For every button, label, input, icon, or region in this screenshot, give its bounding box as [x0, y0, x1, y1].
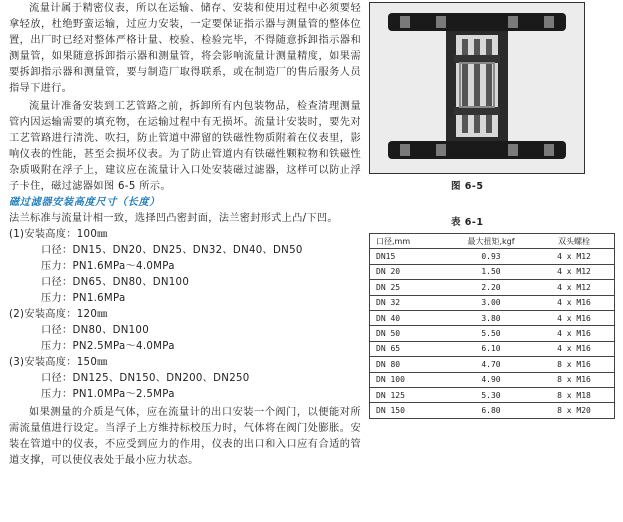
section-title: 磁过滤器安装高度尺寸（长度） — [9, 196, 161, 208]
table-row — [370, 249, 615, 264]
cell-diameter: DN 100 — [370, 372, 449, 387]
cell-torque: 6.10 — [448, 341, 534, 356]
install-height-heading: (1)安装高度：100㎜ — [9, 228, 108, 240]
cell-torque: 2.20 — [448, 280, 534, 295]
paragraph-gas-valve: 如果测量的介质是气体，应在流量计的出口安装一个阀门，以便能对所需流量值进行设定。当浮子上方维持标校压力时，气体将在阀门处膨胀。安装在管道中的仪表，不应受到应力的作用，仪表的出口和入口应有合适的管道支撑，可以使仪表处于最小应力状态。 — [9, 406, 361, 466]
magnetic-filter-illustration — [370, 3, 584, 173]
cell-diameter: DN 125 — [370, 387, 449, 402]
figure-caption: 图 6-5 — [451, 181, 484, 192]
header-stud-bolt: 双头螺栓 — [534, 234, 615, 249]
spec-line: 口径：DN125、DN150、DN200、DN250 — [41, 372, 250, 384]
cell-diameter: DN 25 — [370, 280, 449, 295]
cell-bolt: 4 x M12 — [534, 249, 615, 264]
install-height-group-1 — [9, 227, 361, 307]
paragraph-handling: 流量计属于精密仪表，所以在运输、储存、安装和使用过程中必须要轻拿轻放，杜绝野蛮运输，过应力安装，一定要保证指示器与测量管的整体位置，出厂时已经对整体严格计量、校验、检验完毕，不得随意拆卸指示器和测量管，如果随意拆卸指示器和测量管，将会影响流量计测量精度，如果需要拆卸指示器和测量管，要与制造厂取得联系，或在制造厂的售后服务人员指导下进行。 — [9, 3, 361, 94]
flange-standard-line: 法兰标准与流量计相一致，选择凹凸密封面，法兰密封形式上凸/下凹。 — [9, 212, 338, 224]
cell-torque: 0.93 — [448, 249, 534, 264]
spec-line: 压力：PN1.6MPa～4.0MPa — [41, 260, 175, 272]
cell-bolt: 8 x M18 — [534, 387, 615, 402]
install-height-group-3 — [9, 355, 361, 403]
table-row — [370, 372, 615, 387]
table-row — [370, 326, 615, 341]
cell-diameter: DN 80 — [370, 357, 449, 372]
cell-bolt: 4 x M12 — [534, 264, 615, 279]
install-height-heading: (2)安装高度：120㎜ — [9, 308, 108, 320]
cell-diameter: DN 20 — [370, 264, 449, 279]
spec-line: 口径：DN15、DN20、DN25、DN32、DN40、DN50 — [41, 244, 303, 256]
install-height-heading: (3)安装高度：150㎜ — [9, 356, 108, 368]
cell-torque: 3.00 — [448, 295, 534, 310]
cell-torque: 5.50 — [448, 326, 534, 341]
bolt-torque-table — [369, 233, 615, 419]
cell-diameter: DN 65 — [370, 341, 449, 356]
cell-bolt: 4 x M12 — [534, 280, 615, 295]
install-height-group-2 — [9, 307, 361, 355]
table-header-row — [370, 234, 615, 249]
spec-line: 压力：PN2.5MPa～4.0MPa — [41, 340, 175, 352]
table-row — [370, 295, 615, 310]
cell-diameter: DN 40 — [370, 310, 449, 325]
table-row — [370, 387, 615, 402]
cell-torque: 6.80 — [448, 403, 534, 418]
cell-bolt: 8 x M16 — [534, 372, 615, 387]
spec-line: 压力：PN1.6MPa — [41, 292, 126, 304]
paragraph-preinstall: 流量计准备安装到工艺管路之前，拆卸所有内包装物品，检查清理测量管内因运输需要的填充物，在运输过程中有无损坏。流量计安装时，要先对工艺管路进行清洗、吹扫，防止管道中滞留的铁磁性物质附着在仪表里，影响仪表的性能，甚至会损坏仪表。为了防止管道内有铁磁性颗粒物和铁磁性杂质吸附在浮子上，建议应在流量计入口处安装磁过滤器，这样可以防止浮子卡住，磁过滤器如图 6-5 所示。 — [9, 101, 361, 192]
spec-line: 口径：DN80、DN100 — [41, 324, 149, 336]
cell-bolt: 4 x M16 — [534, 295, 615, 310]
cell-bolt: 4 x M16 — [534, 310, 615, 325]
magnetic-filter-figure — [369, 2, 585, 174]
table-row — [370, 341, 615, 356]
spec-line: 压力：PN1.0MPa～2.5MPa — [41, 388, 175, 400]
table-row — [370, 403, 615, 418]
cell-torque: 5.30 — [448, 387, 534, 402]
header-diameter: 口径,mm — [370, 234, 449, 249]
cell-diameter: DN 50 — [370, 326, 449, 341]
cell-bolt: 8 x M16 — [534, 357, 615, 372]
cell-torque: 4.70 — [448, 357, 534, 372]
body-text — [9, 0, 361, 469]
cell-bolt: 4 x M16 — [534, 326, 615, 341]
cell-bolt: 4 x M16 — [534, 341, 615, 356]
cell-torque: 1.50 — [448, 264, 534, 279]
cell-torque: 4.90 — [448, 372, 534, 387]
cell-diameter: DN 32 — [370, 295, 449, 310]
spec-line: 口径：DN65、DN80、DN100 — [41, 276, 190, 288]
table-row — [370, 310, 615, 325]
cell-bolt: 8 x M20 — [534, 403, 615, 418]
table-caption: 表 6-1 — [451, 217, 484, 228]
header-max-torque: 最大扭矩,kgf — [448, 234, 534, 249]
table-row — [370, 280, 615, 295]
cell-diameter: DN15 — [370, 249, 449, 264]
table-row — [370, 357, 615, 372]
cell-diameter: DN 150 — [370, 403, 449, 418]
table-row — [370, 264, 615, 279]
cell-torque: 3.80 — [448, 310, 534, 325]
